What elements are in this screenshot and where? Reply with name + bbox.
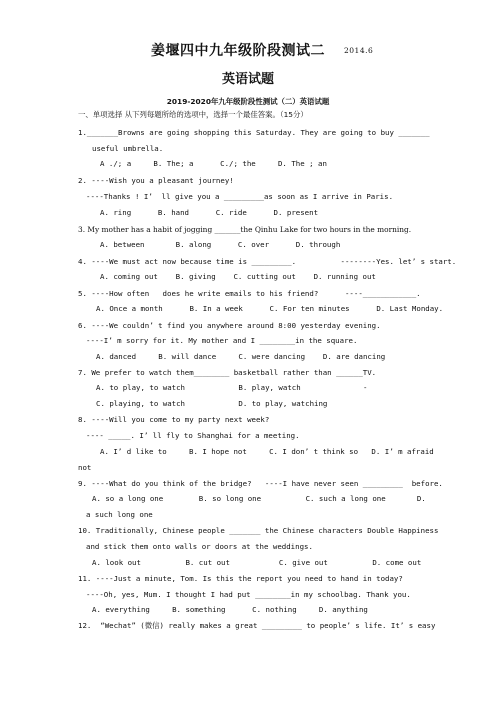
question-7-options-ab: A. to play, to watch B. play, watch -: [96, 383, 368, 392]
question-8-stem: 8. ----Will you come to my party next week?: [78, 415, 270, 424]
question-10-stem-cont: and stick them onto walls or doors at the weddings.: [86, 542, 313, 551]
question-8-stem-cont: ---- _____. I’ ll fly to Shanghai for a meeting.: [86, 431, 300, 440]
question-6-stem: 6. ----We couldn’ t find you anywhere around 8:00 yesterday evening.: [78, 321, 381, 330]
question-10-options: A. look out B. cut out C. give out D. come out: [92, 558, 422, 567]
question-8-options: A. I’ d like to B. I hope not C. I don’ t think so D. I’ m afraid: [100, 447, 434, 456]
question-11-options: A. everything B. something C. nothing D. anything: [92, 605, 368, 614]
question-6-stem-cont: ----I’ m sorry for it. My mother and I ________in the square.: [86, 336, 358, 345]
question-11-stem-cont: ----Oh, yes, Mum. I thought I had put ________in my schoolbag. Thank you.: [86, 590, 411, 599]
question-10-stem: 10. Traditionally, Chinese people _______ the Chinese characters Double Happiness: [78, 526, 439, 535]
question-4-stem: 4. ----We must act now because time is _________. --------Yes. let’ s start.: [78, 257, 457, 266]
exam-title: [0, 40, 496, 60]
question-7-options-cd: C. playing, to watch D. to play, watching: [96, 399, 328, 408]
question-11-stem: 11. ----Just a minute, Tom. Is this the report you need to hand in today?: [78, 574, 403, 583]
section-instructions: 一、单项选择 从下列每题所给的选项中，选择一个最佳答案。（15分）: [78, 110, 308, 119]
exam-title-text: 姜堰四中九年级阶段测试二: [151, 43, 325, 59]
exam-date: 2014.6: [344, 46, 374, 55]
question-1-options: A ./; a B. The; a C./; the D. The ; an: [100, 159, 327, 168]
question-9-options: A. so a long one B. so long one C. such a long one D.: [92, 494, 426, 503]
question-8-options-wrap: not: [78, 463, 92, 472]
question-1-stem-cont: useful umbrella.: [92, 144, 164, 153]
question-9-stem: 9. ----What do you think of the bridge? ----I have never seen _________ before.: [78, 479, 443, 488]
question-7-stem: 7. We prefer to watch them________ basketball rather than ______TV.: [78, 368, 377, 377]
question-3-stem: 3. My mother has a habit of jogging _______the Qinhu Lake for two hours in the morning.: [78, 225, 412, 234]
question-2-stem: 2. ----Wish you a pleasant journey!: [78, 176, 234, 185]
question-4-options: A. coming out B. giving C. cutting out D. running out: [100, 272, 376, 281]
exam-subject: 英语试题: [221, 72, 274, 87]
question-2-options: A. ring B. hand C. ride D. present: [100, 208, 319, 217]
question-6-options: A. danced B. will dance C. were dancing D. are dancing: [96, 352, 386, 361]
question-2-stem-cont: ----Thanks ! I’ ll give you a _________as soon as I arrive in Paris.: [86, 192, 394, 201]
question-9-options-wrap: a such long one: [86, 510, 153, 519]
question-1-stem: 1._______Browns are going shopping this Saturday. They are going to buy _______: [78, 128, 430, 137]
question-3-options: A. between B. along C. over D. through: [100, 240, 341, 249]
question-5-stem: 5. ----How often does he write emails to his friend? ----____________.: [78, 289, 421, 298]
question-12-stem: 12. “Wechat” (微信) really makes a great _________ to people’ s life. It’ s easy: [78, 621, 436, 630]
exam-sub-heading: 2019-2020年九年级阶段性测试（二）英语试题: [166, 97, 330, 106]
question-5-options: A. Once a month B. In a week C. For ten minutes D. Last Monday.: [96, 304, 444, 313]
